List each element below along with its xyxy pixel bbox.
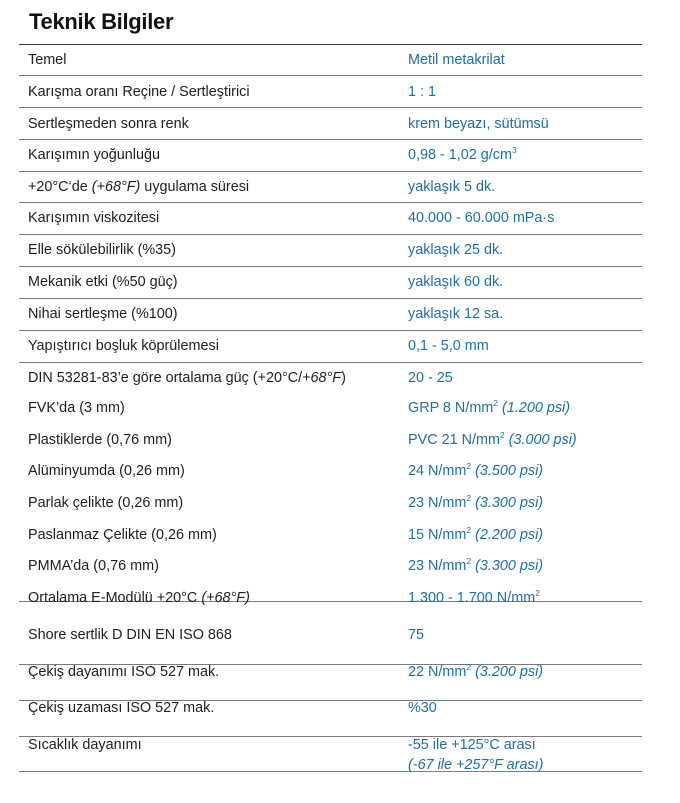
row-value <box>408 400 570 417</box>
label-after: ) <box>341 370 346 386</box>
value-text: 40.000 - 60.000 mPa·s <box>408 210 555 226</box>
value-superscript: 2 <box>499 430 505 440</box>
row-value <box>408 664 543 681</box>
row-value <box>408 370 453 387</box>
label-text: Temel <box>28 52 67 68</box>
value-text: 24 N/mm <box>408 463 467 479</box>
row-label <box>28 242 176 259</box>
label-text: Ortalama E-Modülü +20°C <box>28 590 202 606</box>
row-value <box>408 52 505 69</box>
row-divider <box>19 139 642 140</box>
row-label <box>28 116 189 133</box>
label-italic: (+68°F) <box>91 179 141 195</box>
row-divider <box>19 330 642 331</box>
value-italic: (3.300 psi) <box>471 558 544 574</box>
value-text: 23 N/mm <box>408 495 467 511</box>
row-label <box>28 84 250 101</box>
value-superscript: 2 <box>466 525 472 535</box>
row-divider <box>19 362 642 363</box>
row-label <box>28 700 214 717</box>
row-value <box>408 274 503 291</box>
row-label <box>28 432 172 449</box>
row-label <box>28 52 66 69</box>
row-divider <box>19 44 642 45</box>
value-superscript: 2 <box>466 461 472 471</box>
label-text: Paslanmaz Çelikte (0,26 mm) <box>28 527 217 543</box>
value-text: 0,98 - 1,02 g/cm <box>408 147 512 163</box>
label-text: Sıcaklık dayanımı <box>28 737 142 753</box>
value-text: yaklaşık 12 sa. <box>408 306 504 322</box>
label-text: FVK’da (3 mm) <box>28 400 125 416</box>
row-label <box>28 737 142 754</box>
row-value <box>408 147 517 164</box>
value-superscript: 2 <box>466 662 472 672</box>
label-text: Nihai sertleşme (%100) <box>28 306 178 322</box>
value-superscript: 2 <box>493 398 499 408</box>
row-value <box>408 700 437 717</box>
value-text: 75 <box>408 627 425 643</box>
row-value <box>408 432 577 449</box>
value-superscript: 2 <box>535 588 540 598</box>
label-italic: (+68°F) <box>201 590 250 606</box>
value-text: -55 ile +125°C arası <box>408 737 536 753</box>
label-text: Sertleşmeden sonra renk <box>28 116 189 132</box>
value-italic: (3.000 psi) <box>504 432 577 448</box>
value-italic: (3.500 psi) <box>471 463 544 479</box>
row-value <box>408 737 536 754</box>
row-divider <box>19 266 642 267</box>
row-label <box>28 210 159 227</box>
row-label <box>28 463 185 480</box>
row-label <box>28 147 160 164</box>
row-divider <box>19 771 642 772</box>
row-value <box>408 495 543 512</box>
row-label <box>28 370 346 387</box>
value-superscript: 2 <box>466 493 472 503</box>
row-divider <box>19 234 642 235</box>
row-value <box>408 338 489 355</box>
row-value <box>408 116 549 133</box>
label-italic: +68°F <box>302 370 342 386</box>
value-text: Metil metakrilat <box>408 52 505 68</box>
value-text: 20 - 25 <box>408 370 453 386</box>
row-value-line2 <box>408 757 543 774</box>
label-text: Karışma oranı Reçine / Sertleştirici <box>28 84 250 100</box>
value-text: PVC 21 N/mm <box>408 432 500 448</box>
label-text: Parlak çelikte (0,26 mm) <box>28 495 184 511</box>
row-label <box>28 179 249 196</box>
row-value <box>408 463 543 480</box>
value-text: krem beyazı, sütümsü <box>408 116 549 132</box>
value-italic: (1.200 psi) <box>498 400 571 416</box>
row-value <box>408 627 424 644</box>
value-text: 1 : 1 <box>408 84 437 100</box>
value-text: 23 N/mm <box>408 558 467 574</box>
value-line2-text: (-67 ile +257°F arası) <box>408 757 544 773</box>
row-divider <box>19 202 642 203</box>
label-text: Plastiklerde (0,76 mm) <box>28 432 172 448</box>
value-text: 0,1 - 5,0 mm <box>408 338 489 354</box>
row-label <box>28 664 219 681</box>
row-value <box>408 527 543 544</box>
row-label <box>28 274 178 291</box>
value-text: %30 <box>408 700 437 716</box>
row-value <box>408 210 554 227</box>
value-text: GRP 8 N/mm <box>408 400 494 416</box>
value-text: yaklaşık 5 dk. <box>408 179 496 195</box>
label-text: +20°C‘de <box>28 179 92 195</box>
row-label <box>28 495 183 512</box>
row-label <box>28 627 232 644</box>
row-label <box>28 306 178 323</box>
label-text: Mekanik etki (%50 güç) <box>28 274 178 290</box>
value-text: 15 N/mm <box>408 527 467 543</box>
label-text: Yapıştırıcı boşluk köprülemesi <box>28 338 219 354</box>
page-title: Teknik Bilgiler <box>29 9 174 34</box>
row-label <box>28 400 125 417</box>
row-label <box>28 558 159 575</box>
row-value <box>408 179 495 196</box>
value-text: 1.300 - 1.700 N/mm <box>408 590 536 606</box>
row-divider <box>19 107 642 108</box>
value-italic: (2.200 psi) <box>471 527 544 543</box>
row-divider <box>19 298 642 299</box>
value-text: 22 N/mm <box>408 664 467 680</box>
value-superscript: 3 <box>512 145 517 155</box>
label-text: Shore sertlik D DIN EN ISO 868 <box>28 627 232 643</box>
row-divider <box>19 75 642 76</box>
value-text: yaklaşık 25 dk. <box>408 242 504 258</box>
row-label <box>28 527 217 544</box>
label-text: DIN 53281-83’e göre ortalama güç (+20°C/ <box>28 370 303 386</box>
label-text: Karışımın viskozitesi <box>28 210 160 226</box>
label-after: uygulama süresi <box>140 179 250 195</box>
value-superscript: 2 <box>466 556 472 566</box>
value-italic: (3.300 psi) <box>471 495 544 511</box>
label-text: PMMA’da (0,76 mm) <box>28 558 159 574</box>
label-text: Çekiş dayanımı ISO 527 mak. <box>28 664 220 680</box>
row-value <box>408 306 503 323</box>
row-label <box>28 338 219 355</box>
label-text: Çekiş uzaması ISO 527 mak. <box>28 700 215 716</box>
value-italic: (3.200 psi) <box>471 664 544 680</box>
value-text: yaklaşık 60 dk. <box>408 274 504 290</box>
label-text: Elle sökülebilirlik (%35) <box>28 242 176 258</box>
label-text: Karışımın yoğunluğu <box>28 147 160 163</box>
label-text: Alüminyumda (0,26 mm) <box>28 463 185 479</box>
row-divider <box>19 171 642 172</box>
row-value <box>408 84 436 101</box>
row-label <box>28 590 250 607</box>
row-value <box>408 242 503 259</box>
row-value <box>408 558 543 575</box>
row-value <box>408 590 540 607</box>
